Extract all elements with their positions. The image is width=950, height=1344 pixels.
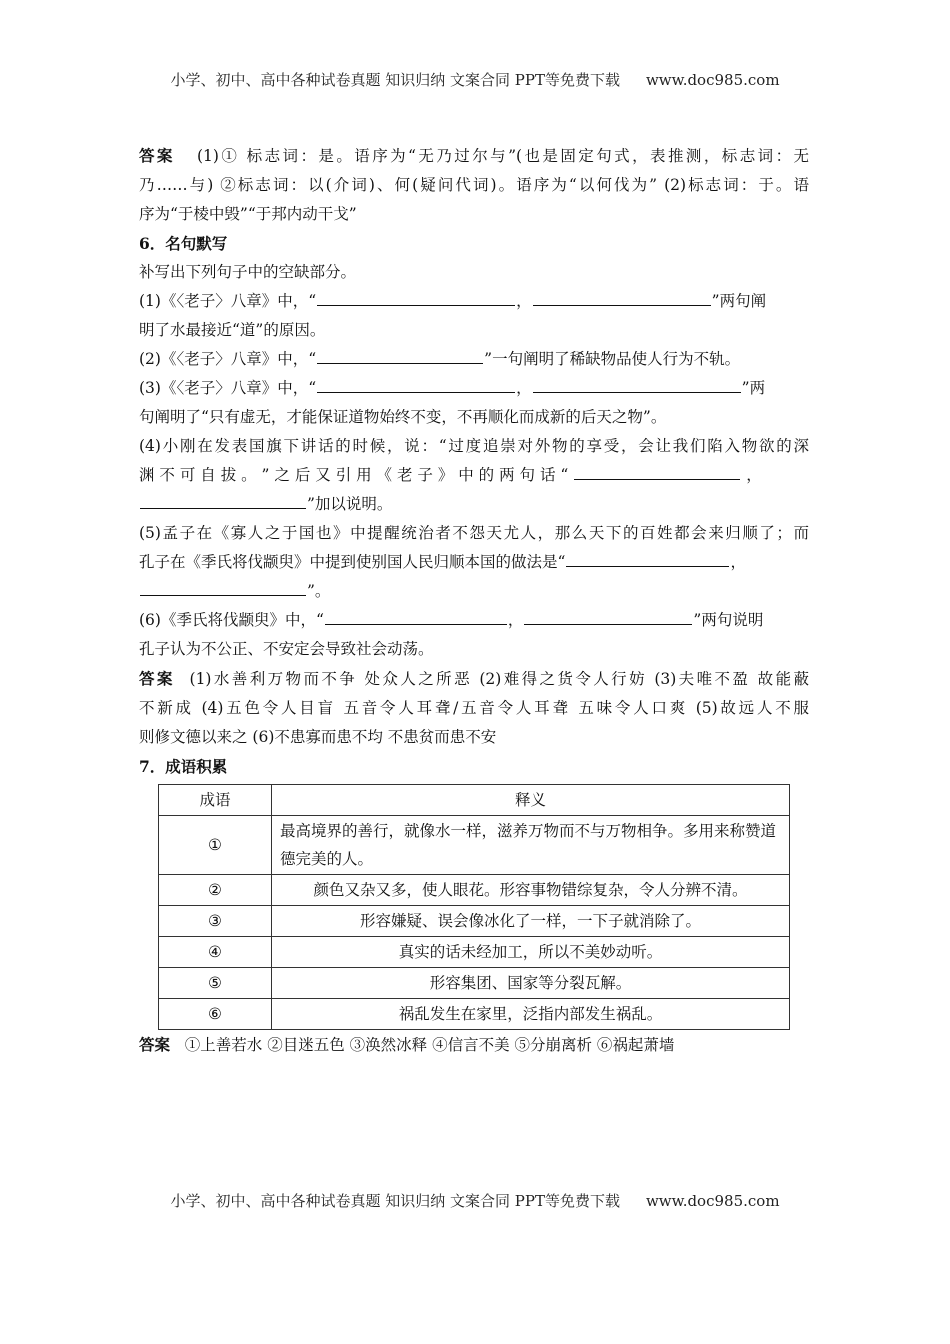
item-text: ”加以说明。 [307,495,393,513]
answer-block-5 [139,141,809,229]
page-footer [0,1190,950,1211]
question-item-5-end [139,577,809,606]
table-cell-meaning: 真实的话未经加工，所以不美妙动听。 [272,937,790,968]
question-6-title: 6．名句默写 [139,234,228,253]
fill-blank[interactable] [325,607,507,625]
question-7-title: 7．成语积累 [139,757,228,776]
question-item-6-cont: 孔子认为不公正、不安定会导致社会动荡。 [139,640,434,658]
answer-text: (1)水善利万物而不争 处众人之所恶 (2)难得之货令人行妨 (3)夫唯不盈 故能蔽 [189,670,809,688]
table-row [159,816,790,875]
table-row [159,906,790,937]
table-row [159,875,790,906]
answer-line: 乃……与) ②标志词：以(介词)、何(疑问代词)。语序为“以何伐为” (2)标志词：于。语 [139,176,809,194]
table-cell-meaning: 形容嫌疑、误会像冰化了一样，一下子就消除了。 [272,906,790,937]
table-row [159,937,790,968]
question-item-5-cont [139,548,809,577]
table-header-cell: 成语 [159,785,272,816]
header-text: 小学、初中、高中各种试卷真题 知识归纳 文案合同 PPT等免费下载 [170,71,620,89]
table-cell-num: ② [159,875,272,906]
table-cell-num: ⑥ [159,999,272,1030]
fill-blank[interactable] [533,375,741,393]
question-item-3-cont: 句阐明了“只有虚无，才能保证道物始终不变，不再顺化而成新的后天之物”。 [139,408,667,426]
footer-text: 小学、初中、高中各种试卷真题 知识归纳 文案合同 PPT等免费下载 [170,1192,620,1210]
answer-block-7 [139,1030,809,1060]
answer-text: ①上善若水 ②目迷五色 ③涣然冰释 ④信言不美 ⑤分崩离析 ⑥祸起萧墙 [184,1036,675,1054]
answer-text: (1)① 标志词：是。语序为“无乃过尔与”(也是固定句式，表推测，标志词：无 [196,147,810,165]
question-item-4-cont [139,461,809,490]
question-item-5: (5)孟子在《寡人之于国也》中提醒统治者不怨天尤人，那么天下的百姓都会来归顺了；而 [139,524,809,542]
table-cell-num: ⑤ [159,968,272,999]
table-cell-num: ① [159,816,272,875]
item-text: 渊 不 可 自 拔 。 ” 之 后 又 引 用 《 老 子 》 中 的 两 句 话 “ [139,466,569,484]
question-6-intro: 补写出下列句子中的空缺部分。 [139,263,357,281]
question-item-1-cont: 明了水最接近“道”的原因。 [139,321,326,339]
fill-blank[interactable] [317,288,515,306]
table-cell-num: ③ [159,906,272,937]
item-text: (2)《〈老子〉八章》中，“ [139,350,317,368]
answer-block-6 [139,664,809,752]
header-site: www.doc985.com [645,71,780,89]
answer-label: 答案 [139,146,175,165]
footer-site: www.doc985.com [645,1192,780,1210]
answer-line [139,664,809,694]
fill-blank[interactable] [317,346,483,364]
fill-blank[interactable] [140,578,306,596]
item-text: (6)《季氏将伐颛臾》中，“ [139,611,324,629]
fill-blank[interactable] [566,549,729,567]
item-text: ”一句阐明了稀缺物品使人行为不轨。 [484,350,741,368]
question-item-1 [139,287,809,316]
item-text: ”两 [741,379,766,397]
question-item-2 [139,345,809,374]
table-cell-num: ④ [159,937,272,968]
document-body [139,141,809,1060]
item-text: (3)《〈老子〉八章》中，“ [139,379,317,397]
question-item-6 [139,606,809,635]
table-cell-meaning: 祸乱发生在家里，泛指内部发生祸乱。 [272,999,790,1030]
table-cell-meaning: 颜色又杂又多，使人眼花。形容事物错综复杂，令人分辨不清。 [272,875,790,906]
item-text: 孔子在《季氏将伐颛臾》中提到使别国人民归顺本国的做法是“ [139,553,566,571]
answer-label: 答案 [139,669,175,688]
answer-line [139,141,809,171]
fill-blank[interactable] [140,491,306,509]
table-header-cell: 释义 [272,785,790,816]
answer-label: 答案 [139,1035,171,1054]
table-cell-meaning: 最高境界的善行，就像水一样，滋养万物而不与万物相争。多用来称赞道德完美的人。 [272,816,790,875]
question-item-3 [139,374,809,403]
item-text: ， [516,292,532,310]
item-text: ， [516,379,532,397]
item-text: (1)《〈老子〉八章》中，“ [139,292,317,310]
answer-line: 不新成 (4)五色令人目盲 五音令人耳聋/五音令人耳聋 五味令人口爽 (5)故远人不服 [139,699,809,717]
item-text: ”。 [307,582,331,600]
question-item-4-end [139,490,809,519]
fill-blank[interactable] [317,375,515,393]
page-header [0,69,950,90]
answer-line: 序为“于棱中毁”“于邦内动干戈” [139,205,357,223]
item-text: ”两句说明 [693,611,764,629]
table-header-row [159,785,790,816]
table-row [159,999,790,1030]
item-text: ， [746,466,762,484]
question-item-4: (4)小刚在发表国旗下讲话的时候，说：“过度追崇对外物的享受，会让我们陷入物欲的深 [139,437,809,455]
fill-blank[interactable] [533,288,711,306]
fill-blank[interactable] [524,607,692,625]
idiom-table [158,784,790,1030]
table-cell-meaning: 形容集团、国家等分裂瓦解。 [272,968,790,999]
item-text: ”两句阐 [711,292,767,310]
item-text: ， [507,611,524,629]
fill-blank[interactable] [574,462,740,480]
item-text: ， [730,553,746,571]
table-row [159,968,790,999]
answer-line: 则修文德以来之 (6)不患寡而患不均 不患贫而患不安 [139,728,497,746]
